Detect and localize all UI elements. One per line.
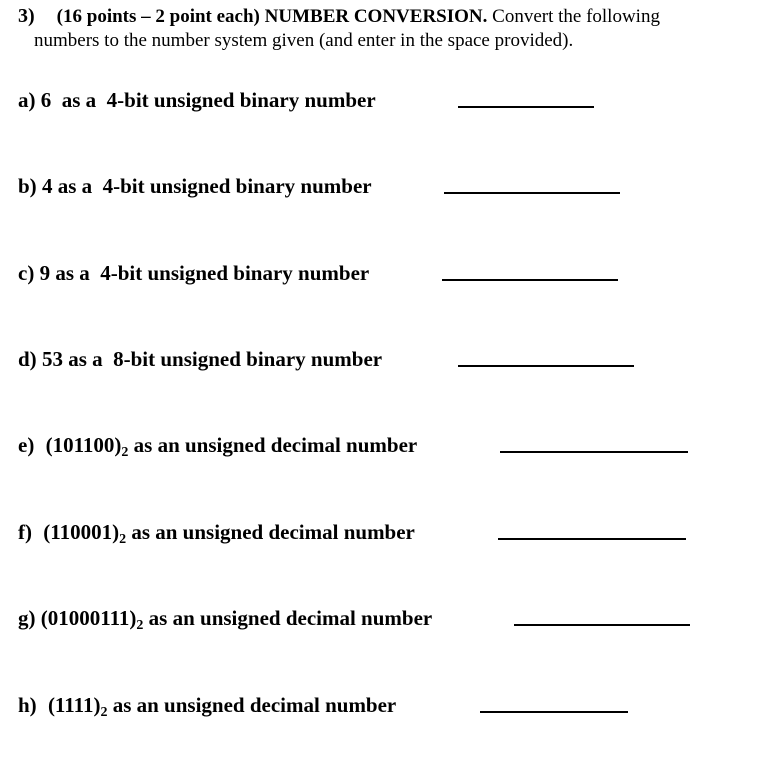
question-letter: a) [18, 88, 36, 112]
instruction-part-1: Convert the following [492, 6, 660, 27]
points-label: (16 points – 2 point each) [56, 6, 260, 27]
question-letter: g) [18, 606, 36, 630]
question-letter: c) [18, 261, 35, 285]
question-number: 3) [18, 5, 35, 27]
answer-blank-f[interactable] [498, 538, 686, 540]
question-text: 9 as a 4-bit unsigned binary number [39, 261, 370, 285]
base-subscript: 2 [119, 532, 127, 547]
question-letter: e) [18, 433, 35, 457]
question-letter: b) [18, 174, 37, 198]
base-subscript: 2 [121, 445, 129, 460]
answer-blank-h[interactable] [480, 711, 628, 713]
answer-blank-g[interactable] [514, 624, 690, 626]
header-line-1 [18, 4, 758, 29]
question-letter: h) [18, 693, 37, 717]
instruction-part-2: numbers to the number system given (and enter in the space provided). [34, 30, 574, 51]
base-subscript: 2 [136, 618, 144, 633]
question-h [18, 690, 396, 720]
question-c [18, 258, 369, 288]
binary-value: (1111) [47, 693, 101, 717]
answer-blank-e[interactable] [500, 451, 688, 453]
question-header [18, 4, 758, 53]
question-letter: f) [18, 520, 32, 544]
question-text: 4 as a 4-bit unsigned binary number [41, 174, 372, 198]
question-text: as an unsigned decimal number [148, 606, 433, 630]
answer-blank-c[interactable] [442, 279, 618, 281]
question-a [18, 85, 376, 115]
base-subscript: 2 [100, 705, 108, 720]
question-g [18, 603, 432, 633]
question-text: as an unsigned decimal number [131, 520, 415, 544]
question-e [18, 430, 417, 460]
question-text: as an unsigned decimal number [112, 693, 397, 717]
question-b [18, 171, 372, 201]
question-f [18, 517, 415, 547]
question-text: 53 as a 8-bit unsigned binary number [41, 347, 383, 371]
question-text: 6 as a 4-bit unsigned binary number [40, 88, 376, 112]
question-letter: d) [18, 347, 37, 371]
answer-blank-a[interactable] [458, 106, 594, 108]
answer-blank-d[interactable] [458, 365, 634, 367]
binary-value: (110001) [43, 520, 120, 544]
question-d [18, 344, 382, 374]
binary-value: (01000111) [40, 606, 137, 630]
answer-blank-b[interactable] [444, 192, 620, 194]
section-title: NUMBER CONVERSION. [264, 6, 488, 27]
question-text: as an unsigned decimal number [133, 433, 418, 457]
binary-value: (101100) [45, 433, 122, 457]
